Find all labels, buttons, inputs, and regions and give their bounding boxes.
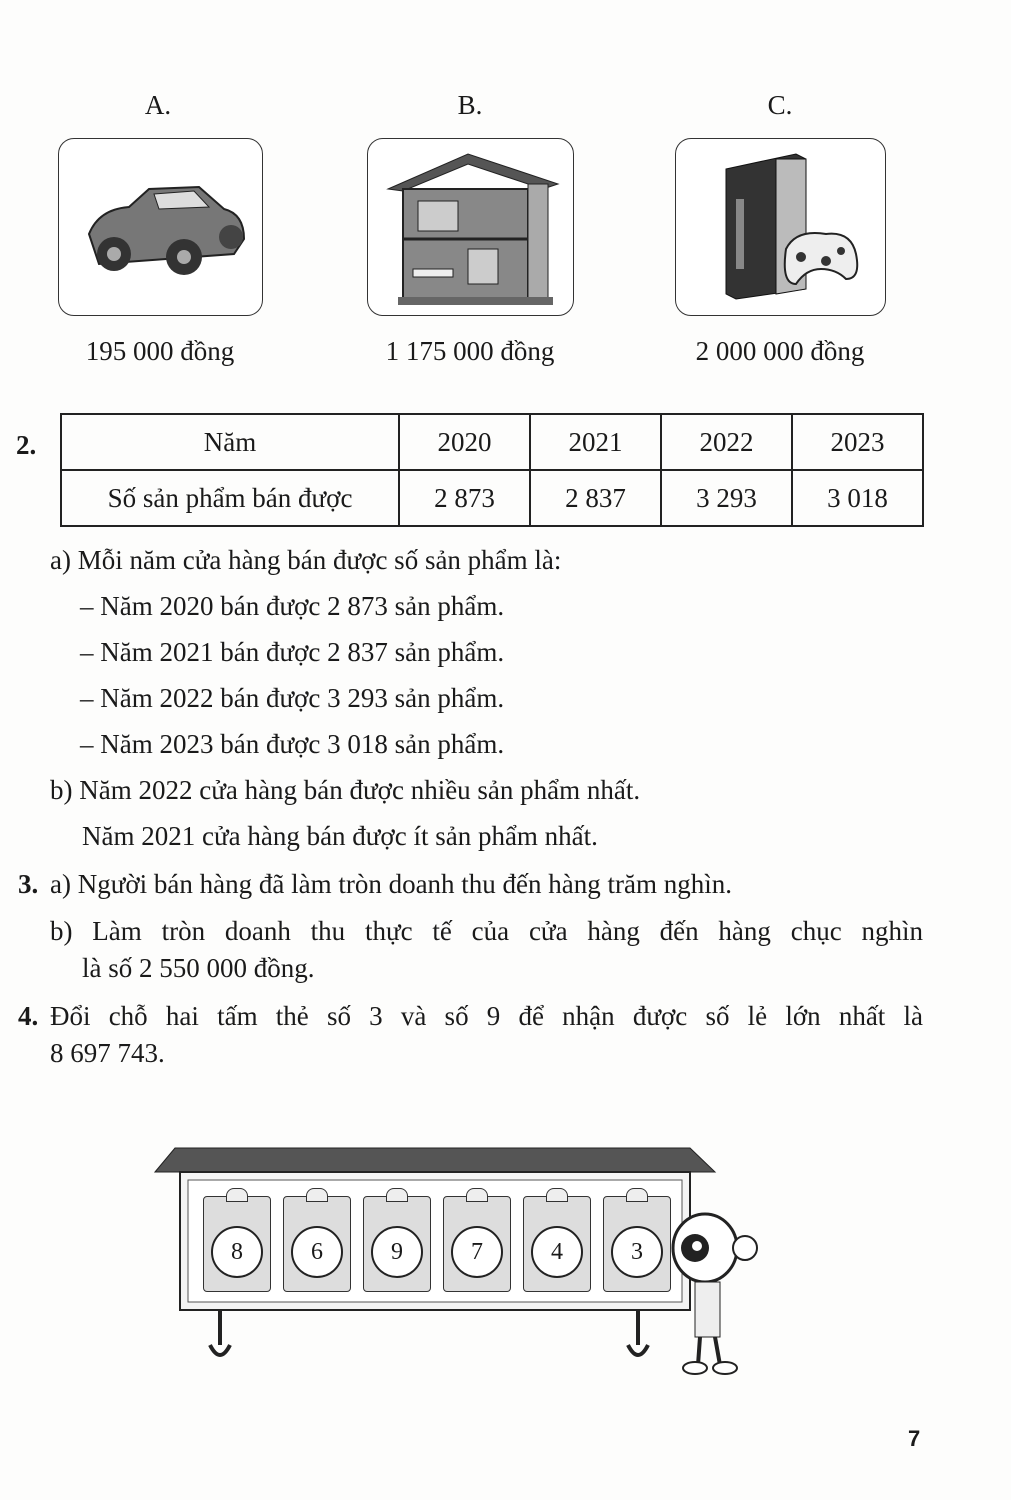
doll-house-icon <box>368 139 573 315</box>
number-card <box>443 1196 511 1292</box>
card-number: 7 <box>451 1226 503 1278</box>
q2-a-item: – Năm 2022 bán được 3 293 sản phẩm. <box>80 683 505 713</box>
card-number: 3 <box>611 1226 663 1278</box>
card-clip <box>226 1188 248 1202</box>
table-cell: 2020 <box>399 414 530 470</box>
table-cell: 2 873 <box>399 470 530 526</box>
table-cell: 3 018 <box>792 470 923 526</box>
q3-b-line2: là số 2 550 000 đồng. <box>82 953 315 983</box>
number-card <box>203 1196 271 1292</box>
q2-b-line2: Năm 2021 cửa hàng bán được ít sản phẩm nhất. <box>82 821 598 851</box>
card-clip <box>306 1188 328 1202</box>
card-clip <box>386 1188 408 1202</box>
card-clip <box>626 1188 648 1202</box>
card-clip <box>466 1188 488 1202</box>
q2-a-item: – Năm 2020 bán được 2 873 sản phẩm. <box>80 591 505 621</box>
doll-house-image <box>367 138 574 316</box>
toy-car-image <box>58 138 263 316</box>
q3-a: a) Người bán hàng đã làm tròn doanh thu đến hàng trăm nghìn. <box>50 869 733 899</box>
price-c: 2 000 000 đồng <box>695 336 865 366</box>
q2-a-item: – Năm 2023 bán được 3 018 sản phẩm. <box>80 729 505 759</box>
q4-line1: Đổi chỗ hai tấm thẻ số 3 và số 9 để nhận được số lẻ lớn nhất là <box>50 1001 923 1031</box>
card-number: 6 <box>291 1226 343 1278</box>
number-card <box>523 1196 591 1292</box>
table-header-row <box>61 414 923 470</box>
option-label-a: A. <box>144 90 172 120</box>
question-number-2: 2. <box>16 430 37 460</box>
number-card <box>363 1196 431 1292</box>
page-number: 7 <box>908 1426 921 1451</box>
game-console-icon <box>676 139 885 315</box>
card-number: 8 <box>211 1226 263 1278</box>
question-number-4: 4. <box>18 1001 39 1031</box>
card-number: 4 <box>531 1226 583 1278</box>
table-cell: 2022 <box>661 414 792 470</box>
table-row <box>61 470 923 526</box>
option-label-b: B. <box>457 90 483 120</box>
q2-a-item: – Năm 2021 bán được 2 837 sản phẩm. <box>80 637 505 667</box>
toy-car-icon <box>59 139 262 315</box>
sales-table <box>60 413 924 527</box>
table-cell: 2021 <box>530 414 661 470</box>
price-a: 195 000 đồng <box>85 336 235 366</box>
price-b: 1 175 000 đồng <box>385 336 555 366</box>
question-number-3: 3. <box>18 869 39 899</box>
game-console-image <box>675 138 886 316</box>
option-label-c: C. <box>767 90 793 120</box>
card-clip <box>546 1188 568 1202</box>
table-cell: 2023 <box>792 414 923 470</box>
q3-b-line1: b) Làm tròn doanh thu thực tế của cửa hàng đến hàng chục nghìn <box>50 916 923 946</box>
card-number: 9 <box>371 1226 423 1278</box>
number-card <box>283 1196 351 1292</box>
q2-a-intro: a) Mỗi năm cửa hàng bán được số sản phẩm là: <box>50 545 562 575</box>
q4-line2: 8 697 743. <box>50 1038 165 1068</box>
table-cell: 2 837 <box>530 470 661 526</box>
table-cell: Số sản phẩm bán được <box>61 470 399 526</box>
table-cell: Năm <box>61 414 399 470</box>
number-card <box>603 1196 671 1292</box>
q2-b-line1: b) Năm 2022 cửa hàng bán được nhiều sản phẩm nhất. <box>50 775 641 805</box>
table-cell: 3 293 <box>661 470 792 526</box>
